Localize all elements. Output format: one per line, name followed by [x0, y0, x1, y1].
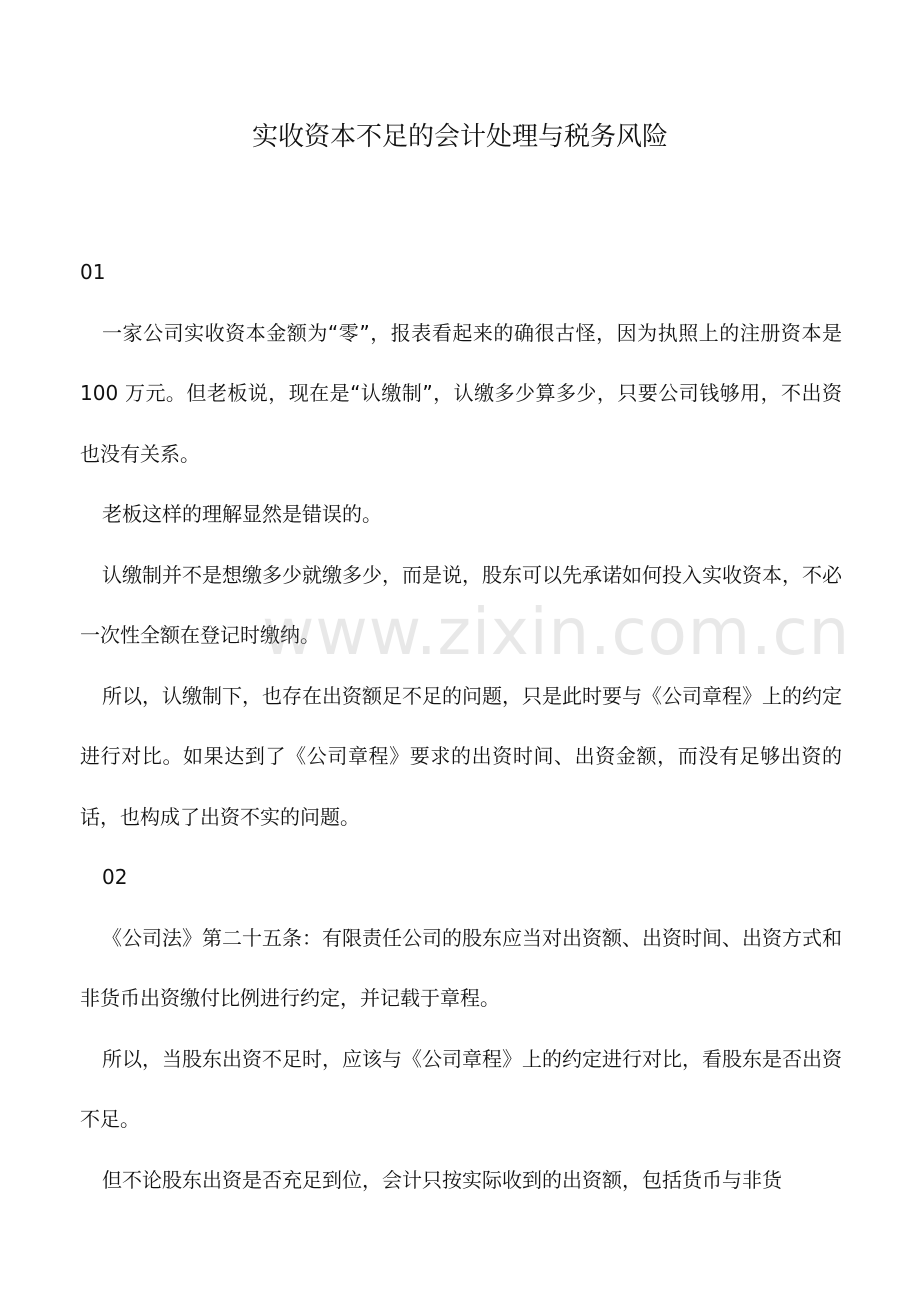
section-number: 02 [102, 865, 128, 889]
paragraph: 认缴制并不是想缴多少就缴多少，而是说，股东可以先承诺如何投入实收资本，不必一次性全额在登记时缴纳。 [80, 562, 842, 647]
paragraph: 所以，认缴制下，也存在出资额足不足的问题，只是此时要与《公司章程》上的约定进行对比。如果达到了《公司章程》要求的出资时间、出资金额，而没有足够出资的话，也构成了出资不实的问题。 [80, 683, 842, 829]
watermark: www.zixin.com.cn [262, 596, 851, 670]
paragraph: 但不论股东出资是否充足到位，会计只按实际收到的出资额，包括货币与非货 [102, 1167, 782, 1192]
document-body [80, 242, 842, 1210]
section-number: 01 [80, 260, 106, 284]
paragraph: 一家公司实收资本金额为“零”，报表看起来的确很古怪，因为执照上的注册资本是 100 万元。但老板说，现在是“认缴制”，认缴多少算多少，只要公司钱够用，不出资也没有关系。 [80, 320, 842, 466]
paragraph: 老板这样的理解显然是错误的。 [102, 502, 382, 526]
paragraph: 所以，当股东出资不足时，应该与《公司章程》上的约定进行对比，看股东是否出资不足。 [80, 1046, 842, 1131]
document-title: 实收资本不足的会计处理与税务风险 [251, 122, 668, 152]
paragraph: 《公司法》第二十五条：有限责任公司的股东应当对出资额、出资时间、出资方式和非货币出资缴付比例进行约定，并记载于章程。 [80, 925, 842, 1010]
